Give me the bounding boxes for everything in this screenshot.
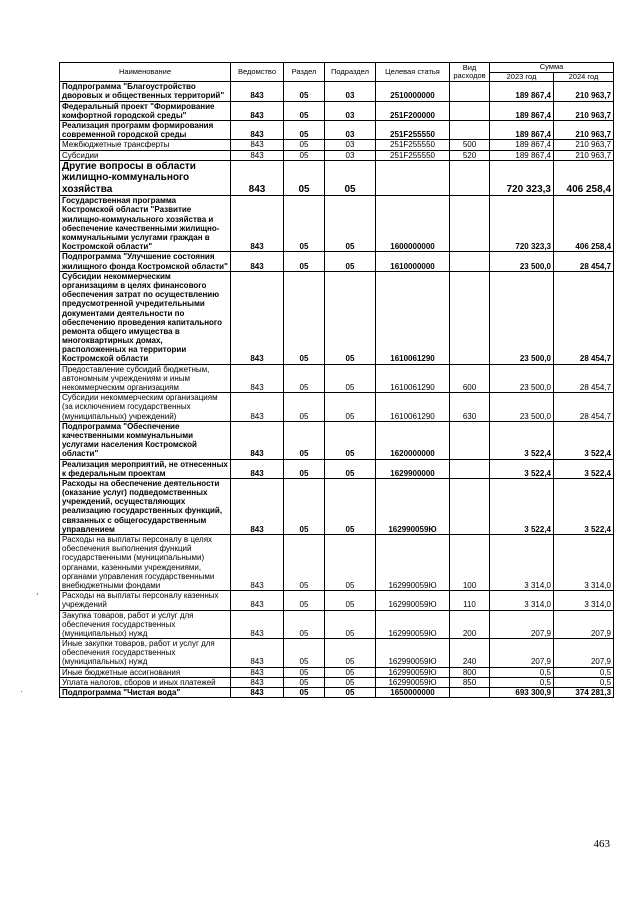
row-vid [450,478,490,534]
row-vedomstvo: 843 [231,196,284,252]
row-podrazdel: 05 [325,535,376,591]
row-vedomstvo: 843 [231,121,284,140]
table-row [60,364,614,393]
row-statya: 1629900000 [376,459,450,478]
row-sum-2023: 3 522,4 [490,459,554,478]
table-row [60,393,614,422]
row-podrazdel: 05 [325,639,376,668]
header-name: Наименование [60,63,231,82]
table-row [60,82,614,101]
header-podrazdel: Подраздел [325,63,376,82]
row-sum-2023: 189 867,4 [490,140,554,150]
row-vid [450,459,490,478]
row-statya: 162990059Ю [376,639,450,668]
row-razdel: 05 [284,610,325,639]
row-name: Закупка товаров, работ и услуг для обеспечения государственных (муниципальных) нужд [60,610,231,639]
row-sum-2023: 189 867,4 [490,150,554,160]
row-sum-2024: 3 522,4 [554,478,614,534]
row-sum-2024: 207,9 [554,610,614,639]
table-row [60,610,614,639]
table-row [60,160,614,196]
row-vedomstvo: 843 [231,688,284,698]
row-vid [450,196,490,252]
row-statya: 1620000000 [376,421,450,459]
row-name: Расходы на выплаты персоналу в целях обеспечения выполнения функций государственными (муниципальными) органами, казенными учреждениями, органами управления государственными внебюджетными фондами [60,535,231,591]
row-razdel: 05 [284,421,325,459]
row-sum-2024: 210 963,7 [554,121,614,140]
row-razdel: 05 [284,252,325,271]
row-podrazdel: 05 [325,677,376,687]
table-row [60,101,614,120]
row-name: Субсидии некоммерческим организациям в целях финансового обеспечения затрат по осуществлению предусмотренной учредительными документами деятельности по обеспечению проведения капитального ремонта общего имущества в многоквартирных домах, расположенных на территории Костромской области [60,271,231,364]
row-razdel: 05 [284,591,325,610]
table-row [60,478,614,534]
header-year-2023: 2023 год [490,72,554,82]
table-row [60,140,614,150]
header-vedomstvo: Ведомство [231,63,284,82]
row-sum-2023: 693 300,9 [490,688,554,698]
row-razdel: 05 [284,160,325,196]
row-name: Расходы на выплаты персоналу казенных учреждений [60,591,231,610]
row-name: Подпрограмма "Улучшение состояния жилищного фонда Костромской области" [60,252,231,271]
row-name: Уплата налогов, сборов и иных платежей [60,677,231,687]
row-sum-2023: 23 500,0 [490,271,554,364]
row-sum-2023: 3 314,0 [490,591,554,610]
row-podrazdel: 05 [325,459,376,478]
table-row [60,677,614,687]
row-name: Межбюджетные трансферты [60,140,231,150]
row-sum-2023: 720 323,3 [490,160,554,196]
row-sum-2024: 210 963,7 [554,101,614,120]
row-vedomstvo: 843 [231,271,284,364]
table-row [60,252,614,271]
row-sum-2023: 3 522,4 [490,421,554,459]
row-sum-2024: 207,9 [554,639,614,668]
row-name: Расходы на обеспечение деятельности (оказание услуг) подведомственных учреждений, осуществляющих реализацию государственных функций, связанных с общегосударственным управлением [60,478,231,534]
row-sum-2024: 210 963,7 [554,150,614,160]
row-vedomstvo: 843 [231,150,284,160]
row-podrazdel: 03 [325,121,376,140]
row-vid [450,101,490,120]
row-statya: 162990059Ю [376,610,450,639]
row-statya: 251F255550 [376,121,450,140]
row-podrazdel: 05 [325,252,376,271]
row-sum-2024: 28 454,7 [554,393,614,422]
row-vid [450,252,490,271]
row-sum-2023: 207,9 [490,639,554,668]
table-row [60,591,614,610]
row-razdel: 05 [284,677,325,687]
row-statya: 162990059Ю [376,478,450,534]
row-sum-2023: 0,5 [490,677,554,687]
row-vid [450,688,490,698]
row-vid [450,421,490,459]
row-statya: 1650000000 [376,688,450,698]
margin-mark: , [36,586,39,596]
row-vid [450,271,490,364]
row-statya: 1610000000 [376,252,450,271]
row-statya: 251F255550 [376,140,450,150]
row-razdel: 05 [284,688,325,698]
row-vid: 110 [450,591,490,610]
row-sum-2023: 189 867,4 [490,121,554,140]
row-podrazdel: 05 [325,478,376,534]
row-sum-2024: 406 258,4 [554,160,614,196]
row-name: Реализация мероприятий, не отнесенных к федеральным проектам [60,459,231,478]
row-razdel: 05 [284,101,325,120]
row-razdel: 05 [284,639,325,668]
header-summa: Сумма [490,63,614,73]
row-podrazdel: 03 [325,82,376,101]
row-sum-2024: 0,5 [554,677,614,687]
row-podrazdel: 05 [325,688,376,698]
row-vid: 630 [450,393,490,422]
row-statya: 1600000000 [376,196,450,252]
row-sum-2024: 28 454,7 [554,252,614,271]
row-sum-2023: 720 323,3 [490,196,554,252]
table-row [60,459,614,478]
row-statya: 1610061290 [376,393,450,422]
row-sum-2024: 210 963,7 [554,82,614,101]
row-vedomstvo: 843 [231,140,284,150]
table-row [60,639,614,668]
row-sum-2024: 374 281,3 [554,688,614,698]
table-row [60,121,614,140]
row-podrazdel: 05 [325,610,376,639]
row-vedomstvo: 843 [231,252,284,271]
row-vedomstvo: 843 [231,82,284,101]
header-razdel: Раздел [284,63,325,82]
row-vedomstvo: 843 [231,160,284,196]
row-vedomstvo: 843 [231,364,284,393]
row-sum-2023: 3 314,0 [490,535,554,591]
row-razdel: 05 [284,140,325,150]
header-vid: Вид расходов [450,63,490,82]
row-razdel: 05 [284,478,325,534]
row-podrazdel: 05 [325,667,376,677]
row-podrazdel: 05 [325,591,376,610]
row-sum-2023: 23 500,0 [490,393,554,422]
row-sum-2024: 3 522,4 [554,421,614,459]
row-razdel: 05 [284,667,325,677]
row-vid: 520 [450,150,490,160]
row-vid: 240 [450,639,490,668]
row-name: Предоставление субсидий бюджетным, автономным учреждениям и иным некоммерческим организациям [60,364,231,393]
row-razdel: 05 [284,196,325,252]
table-row [60,667,614,677]
row-vid [450,160,490,196]
row-statya: 251F200000 [376,101,450,120]
row-vedomstvo: 843 [231,101,284,120]
header-year-2024: 2024 год [554,72,614,82]
row-podrazdel: 03 [325,150,376,160]
row-name: Субсидии некоммерческим организациям (за исключением государственных (муниципальных) учреждений) [60,393,231,422]
row-vid: 850 [450,677,490,687]
row-name: Реализация программ формирования современной городской среды [60,121,231,140]
row-razdel: 05 [284,150,325,160]
row-podrazdel: 05 [325,160,376,196]
row-sum-2024: 28 454,7 [554,364,614,393]
row-statya: 1610061290 [376,271,450,364]
row-podrazdel: 03 [325,101,376,120]
row-razdel: 05 [284,121,325,140]
row-razdel: 05 [284,535,325,591]
row-vid: 600 [450,364,490,393]
row-podrazdel: 05 [325,364,376,393]
row-name: Иные бюджетные ассигнования [60,667,231,677]
row-vedomstvo: 843 [231,677,284,687]
row-statya [376,160,450,196]
row-razdel: 05 [284,82,325,101]
row-razdel: 05 [284,271,325,364]
margin-mark: · [20,686,23,696]
row-sum-2023: 23 500,0 [490,252,554,271]
table-row [60,150,614,160]
row-vid: 800 [450,667,490,677]
row-podrazdel: 05 [325,421,376,459]
row-sum-2024: 3 522,4 [554,459,614,478]
row-sum-2023: 189 867,4 [490,82,554,101]
row-podrazdel: 05 [325,196,376,252]
table-row [60,271,614,364]
row-vedomstvo: 843 [231,610,284,639]
row-podrazdel: 03 [325,140,376,150]
table-row [60,688,614,698]
row-statya: 162990059Ю [376,591,450,610]
row-razdel: 05 [284,364,325,393]
row-razdel: 05 [284,393,325,422]
row-razdel: 05 [284,459,325,478]
row-statya: 162990059Ю [376,677,450,687]
row-vedomstvo: 843 [231,393,284,422]
row-vedomstvo: 843 [231,535,284,591]
row-vedomstvo: 843 [231,591,284,610]
header-statya: Целевая статья [376,63,450,82]
row-vid [450,82,490,101]
budget-table [59,62,614,698]
row-vedomstvo: 843 [231,478,284,534]
page-number: 463 [593,838,610,850]
row-name: Иные закупки товаров, работ и услуг для обеспечения государственных (муниципальных) нужд [60,639,231,668]
row-sum-2023: 0,5 [490,667,554,677]
row-statya: 162990059Ю [376,667,450,677]
table-row [60,535,614,591]
row-sum-2023: 23 500,0 [490,364,554,393]
row-sum-2024: 406 258,4 [554,196,614,252]
row-statya: 1610061290 [376,364,450,393]
row-statya: 251F255550 [376,150,450,160]
row-podrazdel: 05 [325,271,376,364]
row-vedomstvo: 843 [231,667,284,677]
table-row [60,196,614,252]
row-name: Федеральный проект "Формирование комфортной городской среды" [60,101,231,120]
row-vedomstvo: 843 [231,421,284,459]
row-podrazdel: 05 [325,393,376,422]
row-statya: 162990059Ю [376,535,450,591]
row-name: Субсидии [60,150,231,160]
row-vid: 100 [450,535,490,591]
row-sum-2024: 0,5 [554,667,614,677]
row-vedomstvo: 843 [231,639,284,668]
row-statya: 2510000000 [376,82,450,101]
row-sum-2024: 28 454,7 [554,271,614,364]
row-name: Подпрограмма "Обеспечение качественными коммунальными услугами населения Костромской области" [60,421,231,459]
row-vedomstvo: 843 [231,459,284,478]
row-name: Подпрограмма "Чистая вода" [60,688,231,698]
row-name: Подпрограмма "Благоустройство дворовых и общественных территорий" [60,82,231,101]
row-vid: 500 [450,140,490,150]
row-name: Государственная программа Костромской области "Развитие жилищно-коммунального хозяйства и обеспечение качественными жилищно-коммунальными услугами граждан в Костромской области" [60,196,231,252]
row-vid [450,121,490,140]
table-row [60,421,614,459]
row-sum-2024: 3 314,0 [554,591,614,610]
row-sum-2024: 3 314,0 [554,535,614,591]
row-sum-2023: 207,9 [490,610,554,639]
row-name: Другие вопросы в области жилищно-коммунального хозяйства [60,160,231,196]
row-vid: 200 [450,610,490,639]
row-sum-2023: 189 867,4 [490,101,554,120]
row-sum-2023: 3 522,4 [490,478,554,534]
row-sum-2024: 210 963,7 [554,140,614,150]
